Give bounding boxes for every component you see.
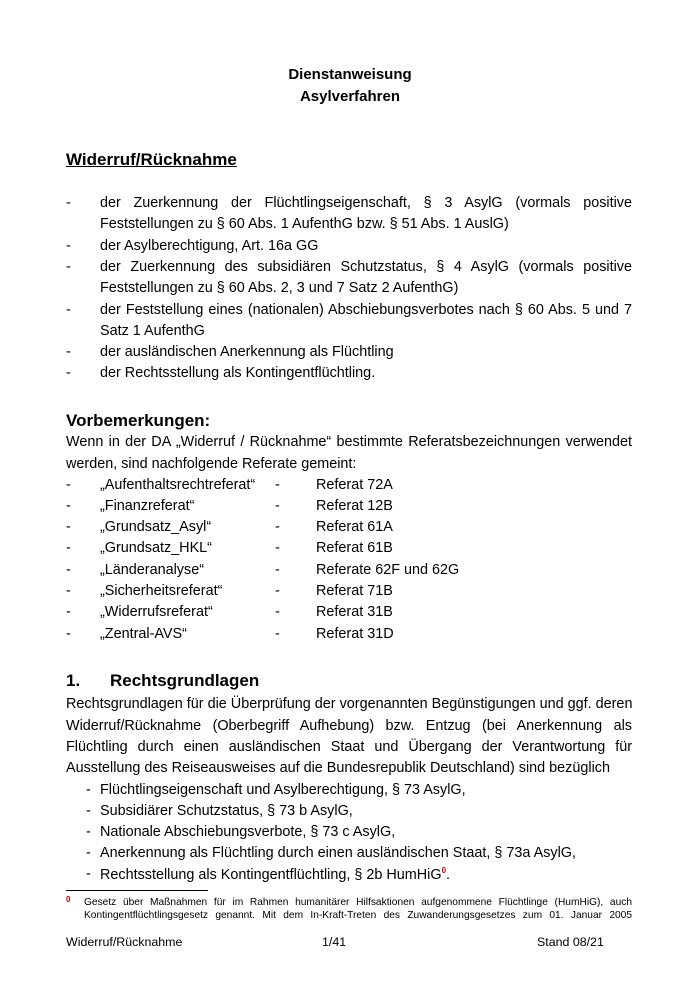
list-item: Flüchtlingseigenschaft und Asylberechtigung, § 73 AsylG,: [100, 782, 466, 798]
list-item: der Zuerkennung der Flüchtlingseigenschaft, § 3 AsylG (vormals positive: [100, 195, 632, 211]
footer-left: Widerruf/Rücknahme: [66, 935, 183, 949]
list-dash: -: [66, 583, 71, 599]
referat-value: Referat 31D: [316, 626, 394, 642]
list-dash: -: [66, 626, 71, 642]
list-dash: -: [66, 259, 71, 275]
footnote-text: Gesetz über Maßnahmen für im Rahmen humanitärer Hilfsaktionen aufgenommene Flüchtlinge (HumHiG), auch: [84, 897, 632, 908]
referat-name: „Grundsatz_HKL“: [100, 540, 212, 556]
referat-value: Referat 12B: [316, 498, 393, 514]
list-item: Anerkennung als Flüchtling durch einen ausländischen Staat, § 73a AsylG,: [100, 845, 576, 861]
referat-name: „Finanzreferat“: [100, 498, 195, 514]
list-dash: -: [66, 195, 71, 211]
list-dash: -: [66, 477, 71, 493]
list-dash: -: [66, 302, 71, 318]
referat-value: Referat 61B: [316, 540, 393, 556]
paragraph-line: Rechtsgrundlagen für die Überprüfung der vorgenannten Begünstigungen und ggf. deren: [66, 696, 633, 712]
list-dash: -: [66, 365, 71, 381]
list-dash: -: [86, 845, 91, 861]
list-item-cont: Feststellungen zu § 60 Abs. 1 AufenthG bzw. § 51 Abs. 1 AuslG): [100, 216, 509, 232]
section-heading-rechtsgrundlagen: Rechtsgrundlagen: [110, 671, 260, 690]
list-dash: -: [275, 626, 280, 642]
section-heading-widerruf: Widerruf/Rücknahme: [66, 150, 237, 169]
list-dash: -: [86, 782, 91, 798]
paragraph-line: werden, sind nachfolgende Referate gemeint:: [66, 456, 357, 472]
list-dash: -: [66, 540, 71, 556]
referat-value: Referat 72A: [316, 477, 393, 493]
list-item-cont: Satz 1 AufenthG: [100, 323, 205, 339]
list-dash: -: [275, 519, 280, 535]
list-dash: -: [66, 238, 71, 254]
list-dash: -: [275, 562, 280, 578]
list-dash: -: [66, 562, 71, 578]
list-item-end: .: [446, 866, 451, 883]
list-item: Subsidiärer Schutzstatus, § 73 b AsylG,: [100, 803, 353, 819]
list-dash: -: [86, 803, 91, 819]
section-heading-vorbemerkungen: Vorbemerkungen:: [66, 411, 211, 430]
referat-value: Referat 71B: [316, 583, 393, 599]
paragraph-line: Flüchtling durch einen ausländischen Staat und Übergang der Verantwortung für: [66, 739, 632, 755]
footnote-text: Kontingentflüchtlingsgesetz genannt. Mit dem In-Kraft-Treten des Zuwanderungsgesetzes zum 01. Januar 2005: [84, 910, 632, 921]
footer-right: Stand 08/21: [537, 935, 604, 949]
list-dash: -: [275, 540, 280, 556]
list-item-cont: Feststellungen zu § 60 Abs. 2, 3 und 7 Satz 2 AufenthG): [100, 280, 459, 296]
referat-name: „Widerrufsreferat“: [100, 604, 213, 620]
paragraph-line: Widerruf/Rücknahme (Oberbegriff Aufhebung) bzw. Entzug (bei Anerkennung als: [66, 718, 632, 734]
list-item: der ausländischen Anerkennung als Flüchtling: [100, 344, 394, 360]
footnote-reference[interactable]: 0: [441, 866, 447, 875]
list-dash: -: [66, 519, 71, 535]
referat-value: Referat 31B: [316, 604, 393, 620]
referat-value: Referate 62F und 62G: [316, 562, 460, 578]
list-item: der Asylberechtigung, Art. 16a GG: [100, 238, 319, 254]
list-dash: -: [66, 604, 71, 620]
paragraph-line: Ausstellung des Reiseausweises auf die Bundesrepublik Deutschland) sind bezüglich: [66, 760, 610, 776]
list-item: der Feststellung eines (nationalen) Abschiebungsverbotes nach § 60 Abs. 5 und 7: [100, 302, 632, 318]
footnote-mark: 0: [66, 895, 71, 904]
footnote-separator: [66, 890, 208, 891]
list-dash: -: [66, 498, 71, 514]
referat-name: „Sicherheitsreferat“: [100, 583, 223, 599]
footer-page-number: 1/41: [322, 935, 347, 949]
list-dash: -: [275, 583, 280, 599]
list-dash: -: [66, 344, 71, 360]
list-dash: -: [275, 604, 280, 620]
referat-name: „Aufenthaltsrechtreferat“: [100, 477, 256, 493]
document-subtitle: Asylverfahren: [299, 88, 401, 105]
document-title: Dienstanweisung: [288, 66, 412, 83]
referat-name: „Zentral-AVS“: [100, 626, 187, 642]
list-dash: -: [275, 498, 280, 514]
paragraph-line: Wenn in der DA „Widerruf / Rücknahme“ bestimmte Referatsbezeichnungen verwendet: [66, 434, 632, 450]
list-item: Nationale Abschiebungsverbote, § 73 c AsylG,: [100, 824, 396, 840]
list-item-text: Rechtsstellung als Kontingentflüchtling, § 2b HumHiG: [100, 866, 442, 883]
list-dash: -: [275, 477, 280, 493]
list-dash: -: [86, 866, 91, 882]
list-item: der Rechtsstellung als Kontingentflüchtling.: [100, 365, 376, 381]
referat-value: Referat 61A: [316, 519, 393, 535]
referat-name: „Grundsatz_Asyl“: [100, 519, 212, 535]
list-dash: -: [86, 824, 91, 840]
referat-name: „Länderanalyse“: [100, 562, 204, 578]
section-number: 1.: [66, 671, 81, 690]
list-item: der Zuerkennung des subsidiären Schutzstatus, § 4 AsylG (vormals positive: [100, 259, 632, 275]
list-item: [100, 866, 450, 883]
